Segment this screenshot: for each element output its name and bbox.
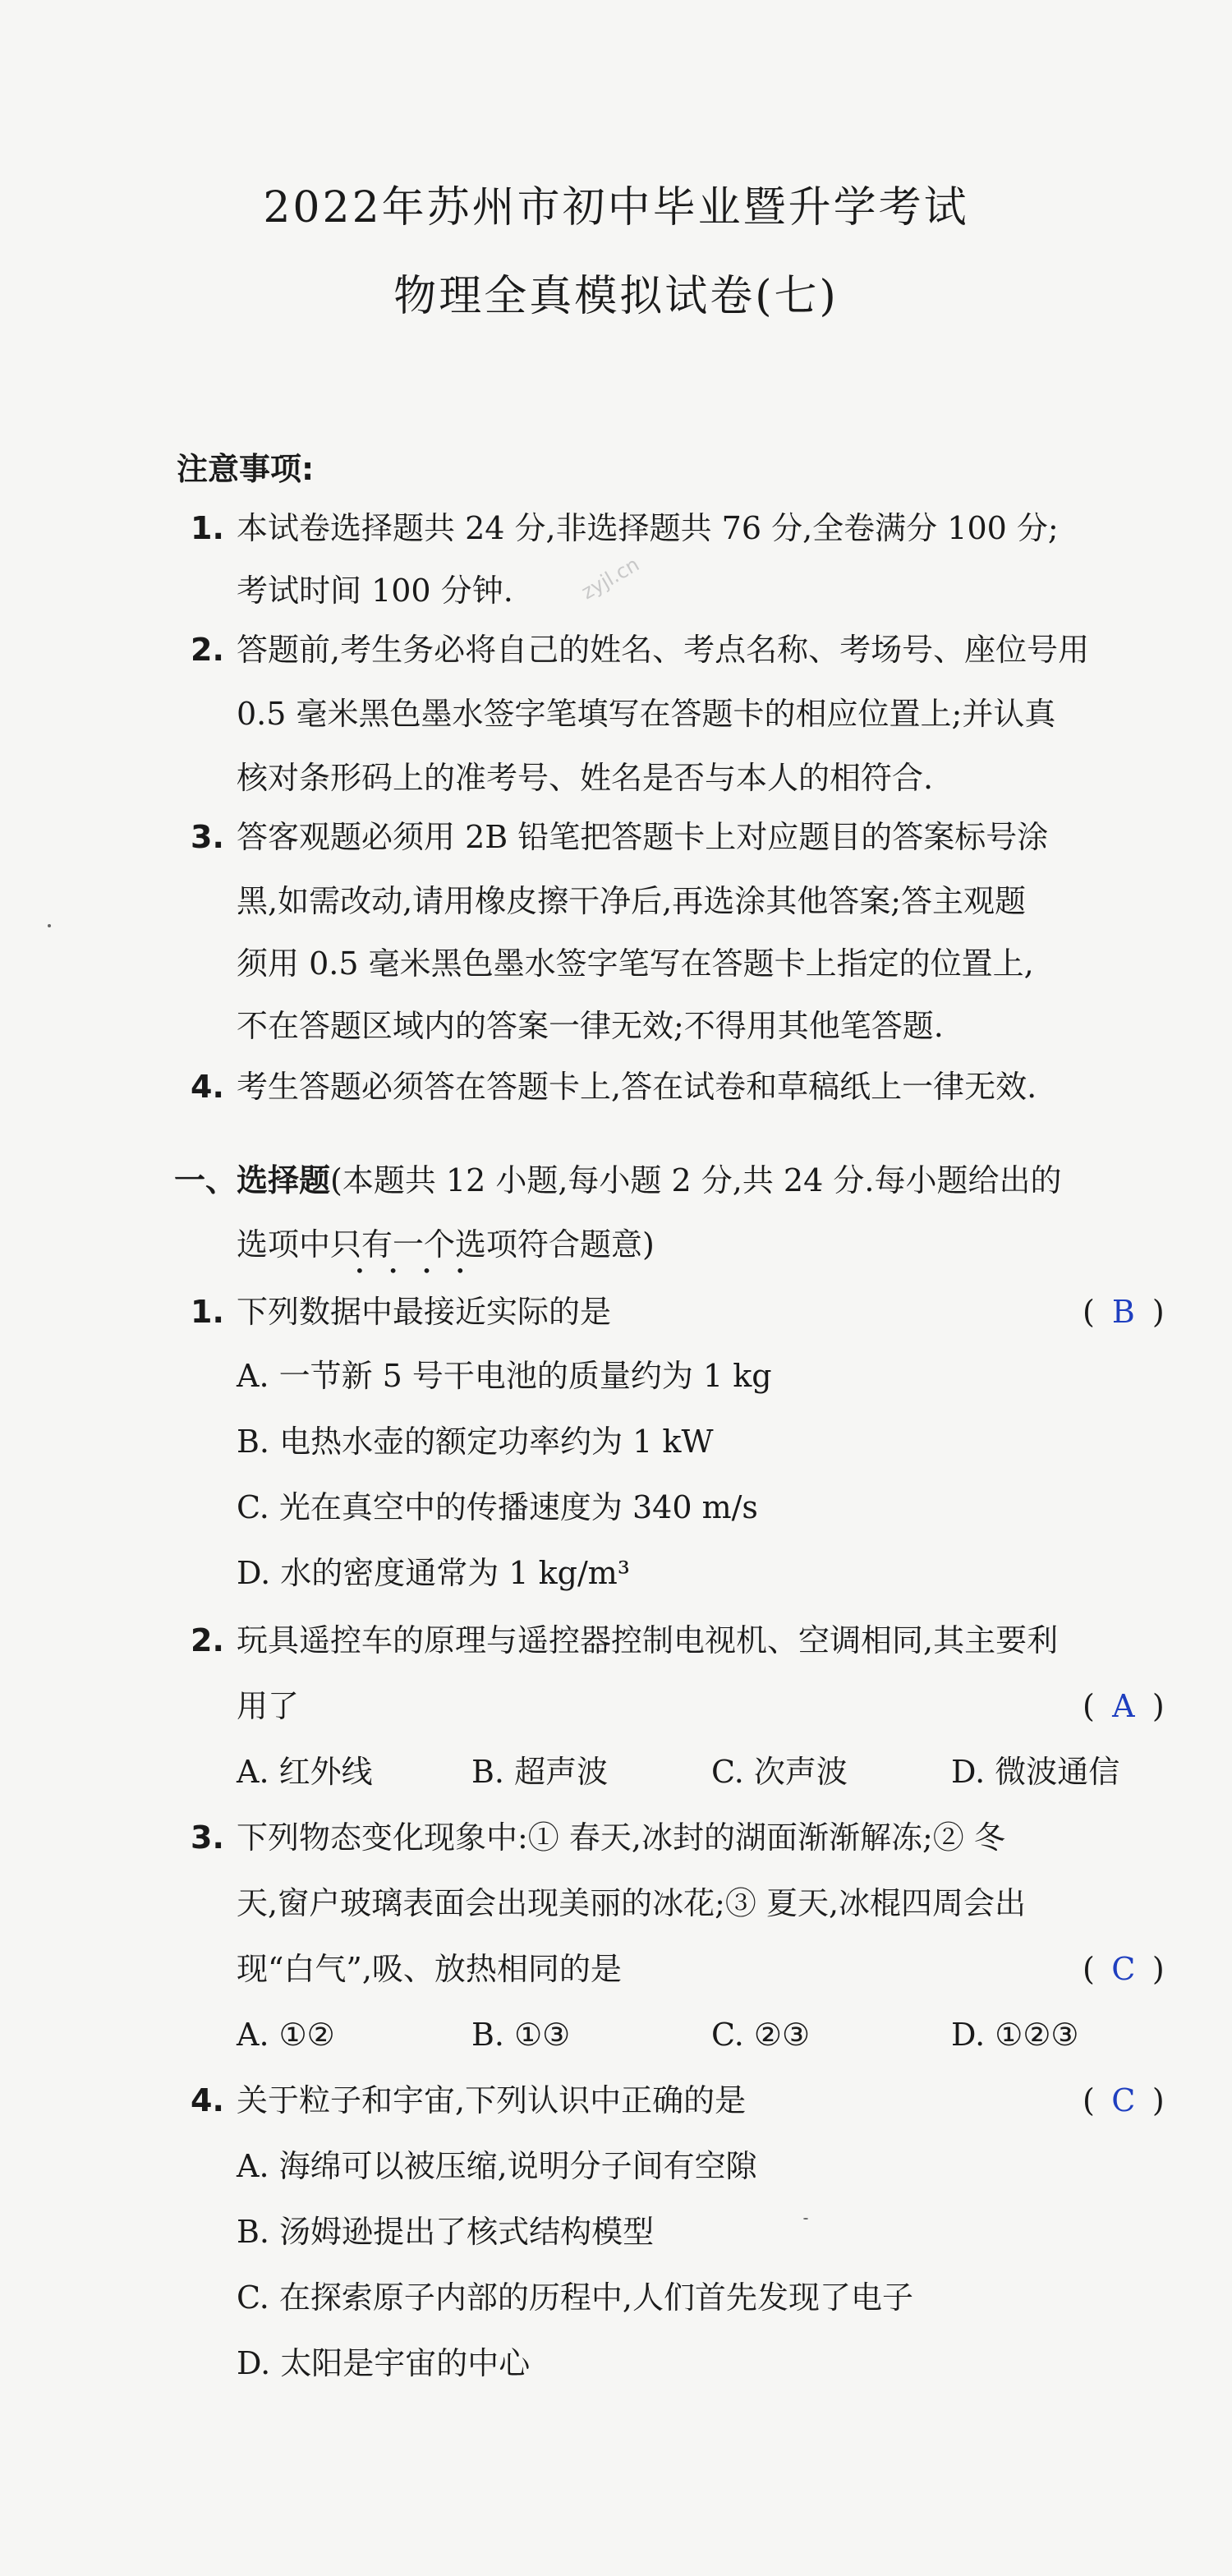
notice-line: 0.5 毫米黑色墨水签字笔填写在答题卡的相应位置上;并认真 — [237, 696, 1056, 732]
exam-title: 2022年苏州市初中毕业暨升学考试 — [263, 183, 969, 232]
option: C. 次声波 — [711, 1754, 848, 1790]
watermark: zyjl.cn — [577, 552, 644, 605]
answer-value: A — [1112, 1688, 1135, 1724]
option: B. 超声波 — [471, 1754, 609, 1790]
notice-number: 2. — [191, 632, 224, 668]
notice-line: 答客观题必须用 2B 铅笔把答题卡上对应题目的答案标号涂 — [237, 819, 1049, 855]
answer-value: B — [1111, 1294, 1135, 1330]
notice-line: 考试时间 100 分钟. — [237, 573, 513, 609]
section-title: 一、选择题 — [174, 1162, 331, 1198]
scan-speck — [48, 924, 51, 927]
notice-heading: 注意事项: — [177, 451, 315, 487]
notice-number: 3. — [191, 819, 224, 855]
notice-line: 黑,如需改动,请用橡皮擦干净后,再选涂其他答案;答主观题 — [237, 883, 1027, 919]
notice-line: 不在答题区域内的答案一律无效;不得用其他笔答题. — [237, 1008, 944, 1044]
answer-bracket: ( C ) — [1083, 2082, 1165, 2118]
question-number: 3. — [191, 1819, 224, 1856]
option: C. 光在真空中的传播速度为 340 m/s — [237, 1489, 758, 1525]
section-description: (本题共 12 小题,每小题 2 分,共 24 分.每小题给出的 — [330, 1162, 1062, 1198]
option: B. 汤姆逊提出了核式结构模型 — [237, 2214, 655, 2250]
answer-bracket: ( C ) — [1083, 1951, 1165, 1987]
notice-line: 核对条形码上的准考号、姓名是否与本人的相符合. — [237, 760, 934, 796]
question-stem: 下列物态变化现象中:① 春天,冰封的湖面渐渐解冻;② 冬 — [237, 1819, 1005, 1856]
option: D. 太阳是宇宙的中心 — [237, 2345, 531, 2381]
option: A. ①② — [237, 2017, 335, 2053]
option: C. 在探索原子内部的历程中,人们首先发现了电子 — [237, 2279, 913, 2316]
option: D. ①②③ — [951, 2017, 1079, 2053]
option: A. 海绵可以被压缩,说明分子间有空隙 — [237, 2148, 757, 2184]
answer-bracket: ( B ) — [1083, 1294, 1165, 1330]
question-number: 1. — [191, 1294, 224, 1330]
option: B. ①③ — [471, 2017, 571, 2053]
emphasis-dots: •••• — [355, 1261, 490, 1281]
question-stem: 关于粒子和宇宙,下列认识中正确的是 — [237, 2082, 747, 2118]
question-stem: 天,窗户玻璃表面会出现美丽的冰花;③ 夏天,冰棍四周会出 — [237, 1885, 1027, 1921]
answer-value: C — [1111, 1951, 1136, 1987]
notice-line: 本试卷选择题共 24 分,非选择题共 76 分,全卷满分 100 分; — [237, 510, 1059, 546]
question-number: 4. — [191, 2082, 224, 2118]
notice-number: 4. — [191, 1069, 224, 1105]
notice-line: 须用 0.5 毫米黑色墨水签字笔写在答题卡上指定的位置上, — [237, 945, 1034, 982]
notice-line: 考生答题必须答在答题卡上,答在试卷和草稿纸上一律无效. — [237, 1069, 1037, 1105]
answer-bracket: ( A ) — [1083, 1688, 1165, 1724]
scan-speck — [803, 2218, 808, 2220]
exam-subtitle: 物理全真模拟试卷(七) — [393, 272, 839, 321]
question-stem: 玩具遥控车的原理与遥控器控制电视机、空调相同,其主要利 — [237, 1622, 1059, 1658]
answer-value: C — [1111, 2082, 1136, 2118]
question-stem: 现“白气”,吸、放热相同的是 — [237, 1951, 622, 1987]
option: B. 电热水壶的额定功率约为 1 kW — [237, 1424, 714, 1460]
section-heading — [174, 1162, 1062, 1198]
notice-number: 1. — [191, 510, 224, 546]
question-stem: 用了 — [237, 1688, 300, 1724]
option: A. 红外线 — [237, 1754, 373, 1790]
option: A. 一节新 5 号干电池的质量约为 1 kg — [237, 1358, 772, 1394]
option: C. ②③ — [711, 2017, 811, 2053]
question-number: 2. — [191, 1622, 224, 1658]
section-description-cont: 选项中只有一个选项符合题意) — [237, 1226, 655, 1263]
notice-line: 答题前,考生务必将自己的姓名、考点名称、考场号、座位号用 — [237, 632, 1090, 668]
question-stem: 下列数据中最接近实际的是 — [237, 1294, 612, 1330]
option: D. 水的密度通常为 1 kg/m³ — [237, 1555, 631, 1591]
option: D. 微波通信 — [951, 1754, 1120, 1790]
